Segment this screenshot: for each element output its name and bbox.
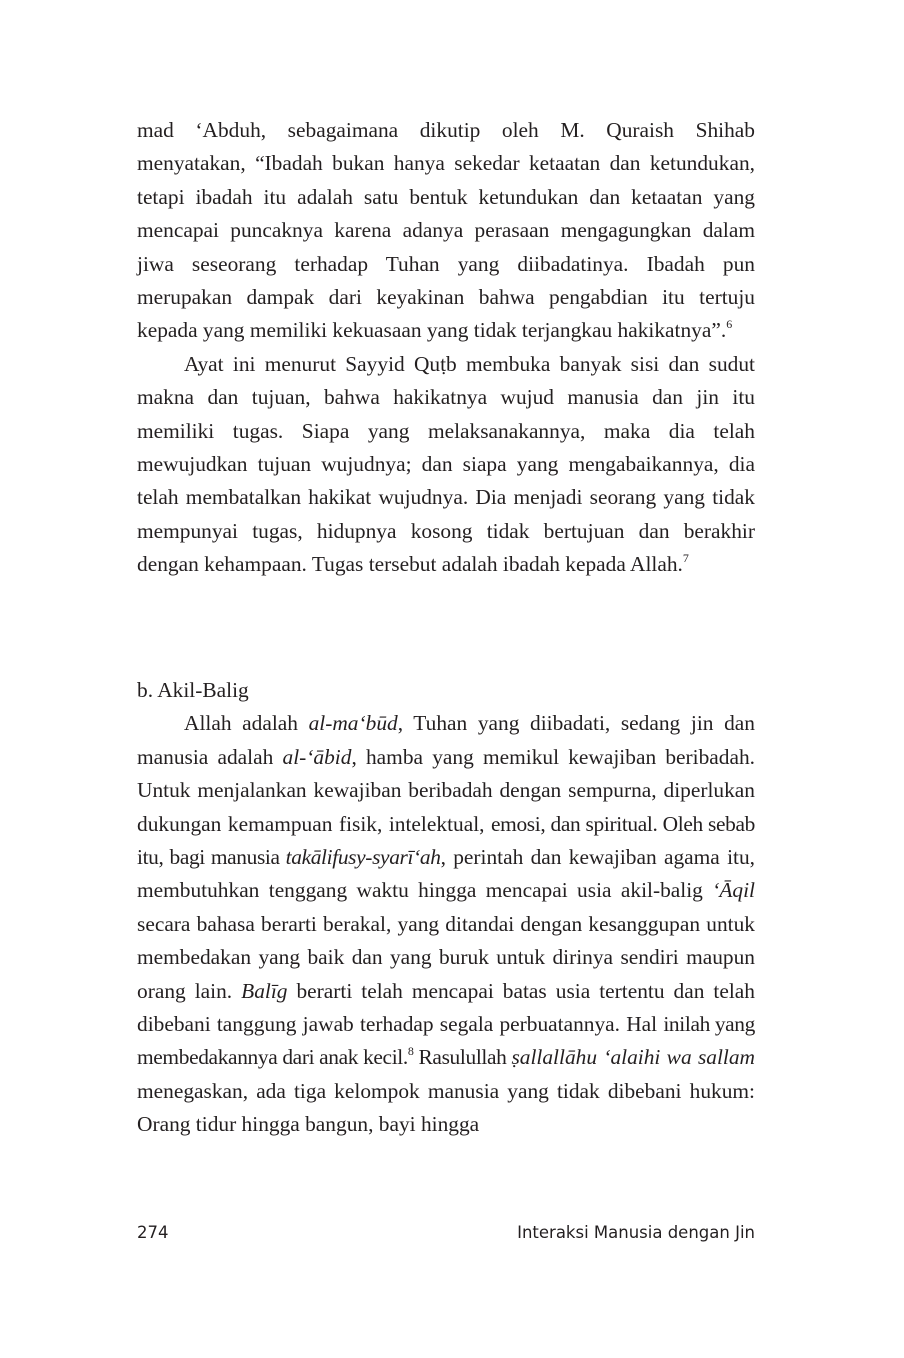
p3-text-2: , Tuhan yang diibadati, sedang jin dan manusia adalah (137, 711, 755, 769)
footnote-ref-8[interactable]: 8 (407, 1044, 414, 1059)
footnote-ref-6[interactable]: 6 (726, 317, 733, 332)
term-al-mabud: al-ma‘būd (308, 711, 398, 736)
term-sallallahu-alaihi-wa-sallam: ṣallallāhu ‘alaihi wa sallam (511, 1045, 755, 1070)
p3-text-10: menegaskan, ada tiga kelompok manusia yang tidak dibebani hukum: Orang tidur hingga bangun, bayi hingga (137, 1078, 755, 1137)
p3-text-6: secara bahasa berarti berakal, yang ditandai dengan kesanggupan untuk membedakan yang baik dan yang buruk untuk dirinya sendiri maupun orang lain. (137, 911, 755, 1003)
p3-text-9: Rasulullah (413, 1045, 512, 1070)
p3-text-8: inilah yang membedakannya dari anak kecil. (137, 1012, 755, 1070)
paragraph-3 (137, 707, 755, 1141)
body-text-section-b (137, 674, 755, 1142)
section-heading: b. Akil-Balig (137, 678, 249, 702)
p3-text-7: berarti telah mencapai batas usia tertentu dan telah dibebani tanggung jawab terhadap segala perbuatannya. Hal (137, 978, 755, 1037)
running-title: Interaksi Manusia dengan Jin (517, 1223, 755, 1242)
page-number: 274 (137, 1223, 169, 1242)
term-balig: Balīg (241, 978, 288, 1003)
term-aqil: ‘Āqil (712, 878, 755, 903)
paragraph-1 (137, 114, 755, 348)
paragraph-2 (137, 348, 755, 582)
p3-text-3: , hamba yang memikul kewajiban beribadah. Untuk menjalankan kewajiban beribadah dengan sempurna, diperlukan dukungan kemampuan fisik, intelektual, (137, 744, 756, 836)
footnote-ref-7[interactable]: 7 (682, 551, 689, 566)
term-takalifusy-syariah: takālifusy-syarī‘ah (285, 845, 441, 870)
p3-text-4: emosi, dan spiritual. Oleh sebab itu, bagi manusia (137, 811, 755, 870)
paragraph-1-text: mad ‘Abduh, sebagaimana dikutip oleh M. Quraish Shihab menyatakan, “Ibadah bukan hanya sekedar ketaatan dan ketundukan, tetapi ibadah itu adalah satu bentuk ketundukan dan ketaatan yang mencapai puncaknya karena adanya perasaan mengagungkan dalam jiwa seseorang terhadap Tuhan yang diibadatinya. Ibadah pun merupakan dampak dari keyakinan bahwa pengabdian itu tertuju kepada yang memiliki kekuasaan yang tidak terjangkau hakikatnya”. (137, 118, 755, 343)
body-text-top (137, 114, 755, 582)
p3-text-5: , perintah dan kewajiban agama itu, membutuhkan tenggang waktu hingga mencapai usia akil-balig (137, 845, 755, 903)
p3-text-1: Allah adalah (184, 711, 309, 736)
term-al-abid: al-‘ābid (282, 744, 352, 769)
paragraph-2-text: Ayat ini menurut Sayyid Quṭb membuka banyak sisi dan sudut makna dan tujuan, bahwa hakikatnya wujud manusia dan jin itu memiliki tugas. Siapa yang melaksanakannya, maka dia telah mewujudkan tujuan wujudnya; dan siapa yang mengabaikannya, dia telah membatalkan hakikat wujudnya. Dia menjadi seorang yang tidak mempunyai tugas, hidupnya kosong tidak bertujuan dan berakhir dengan kehampaan. Tugas tersebut adalah ibadah kepada Allah. (137, 351, 755, 577)
